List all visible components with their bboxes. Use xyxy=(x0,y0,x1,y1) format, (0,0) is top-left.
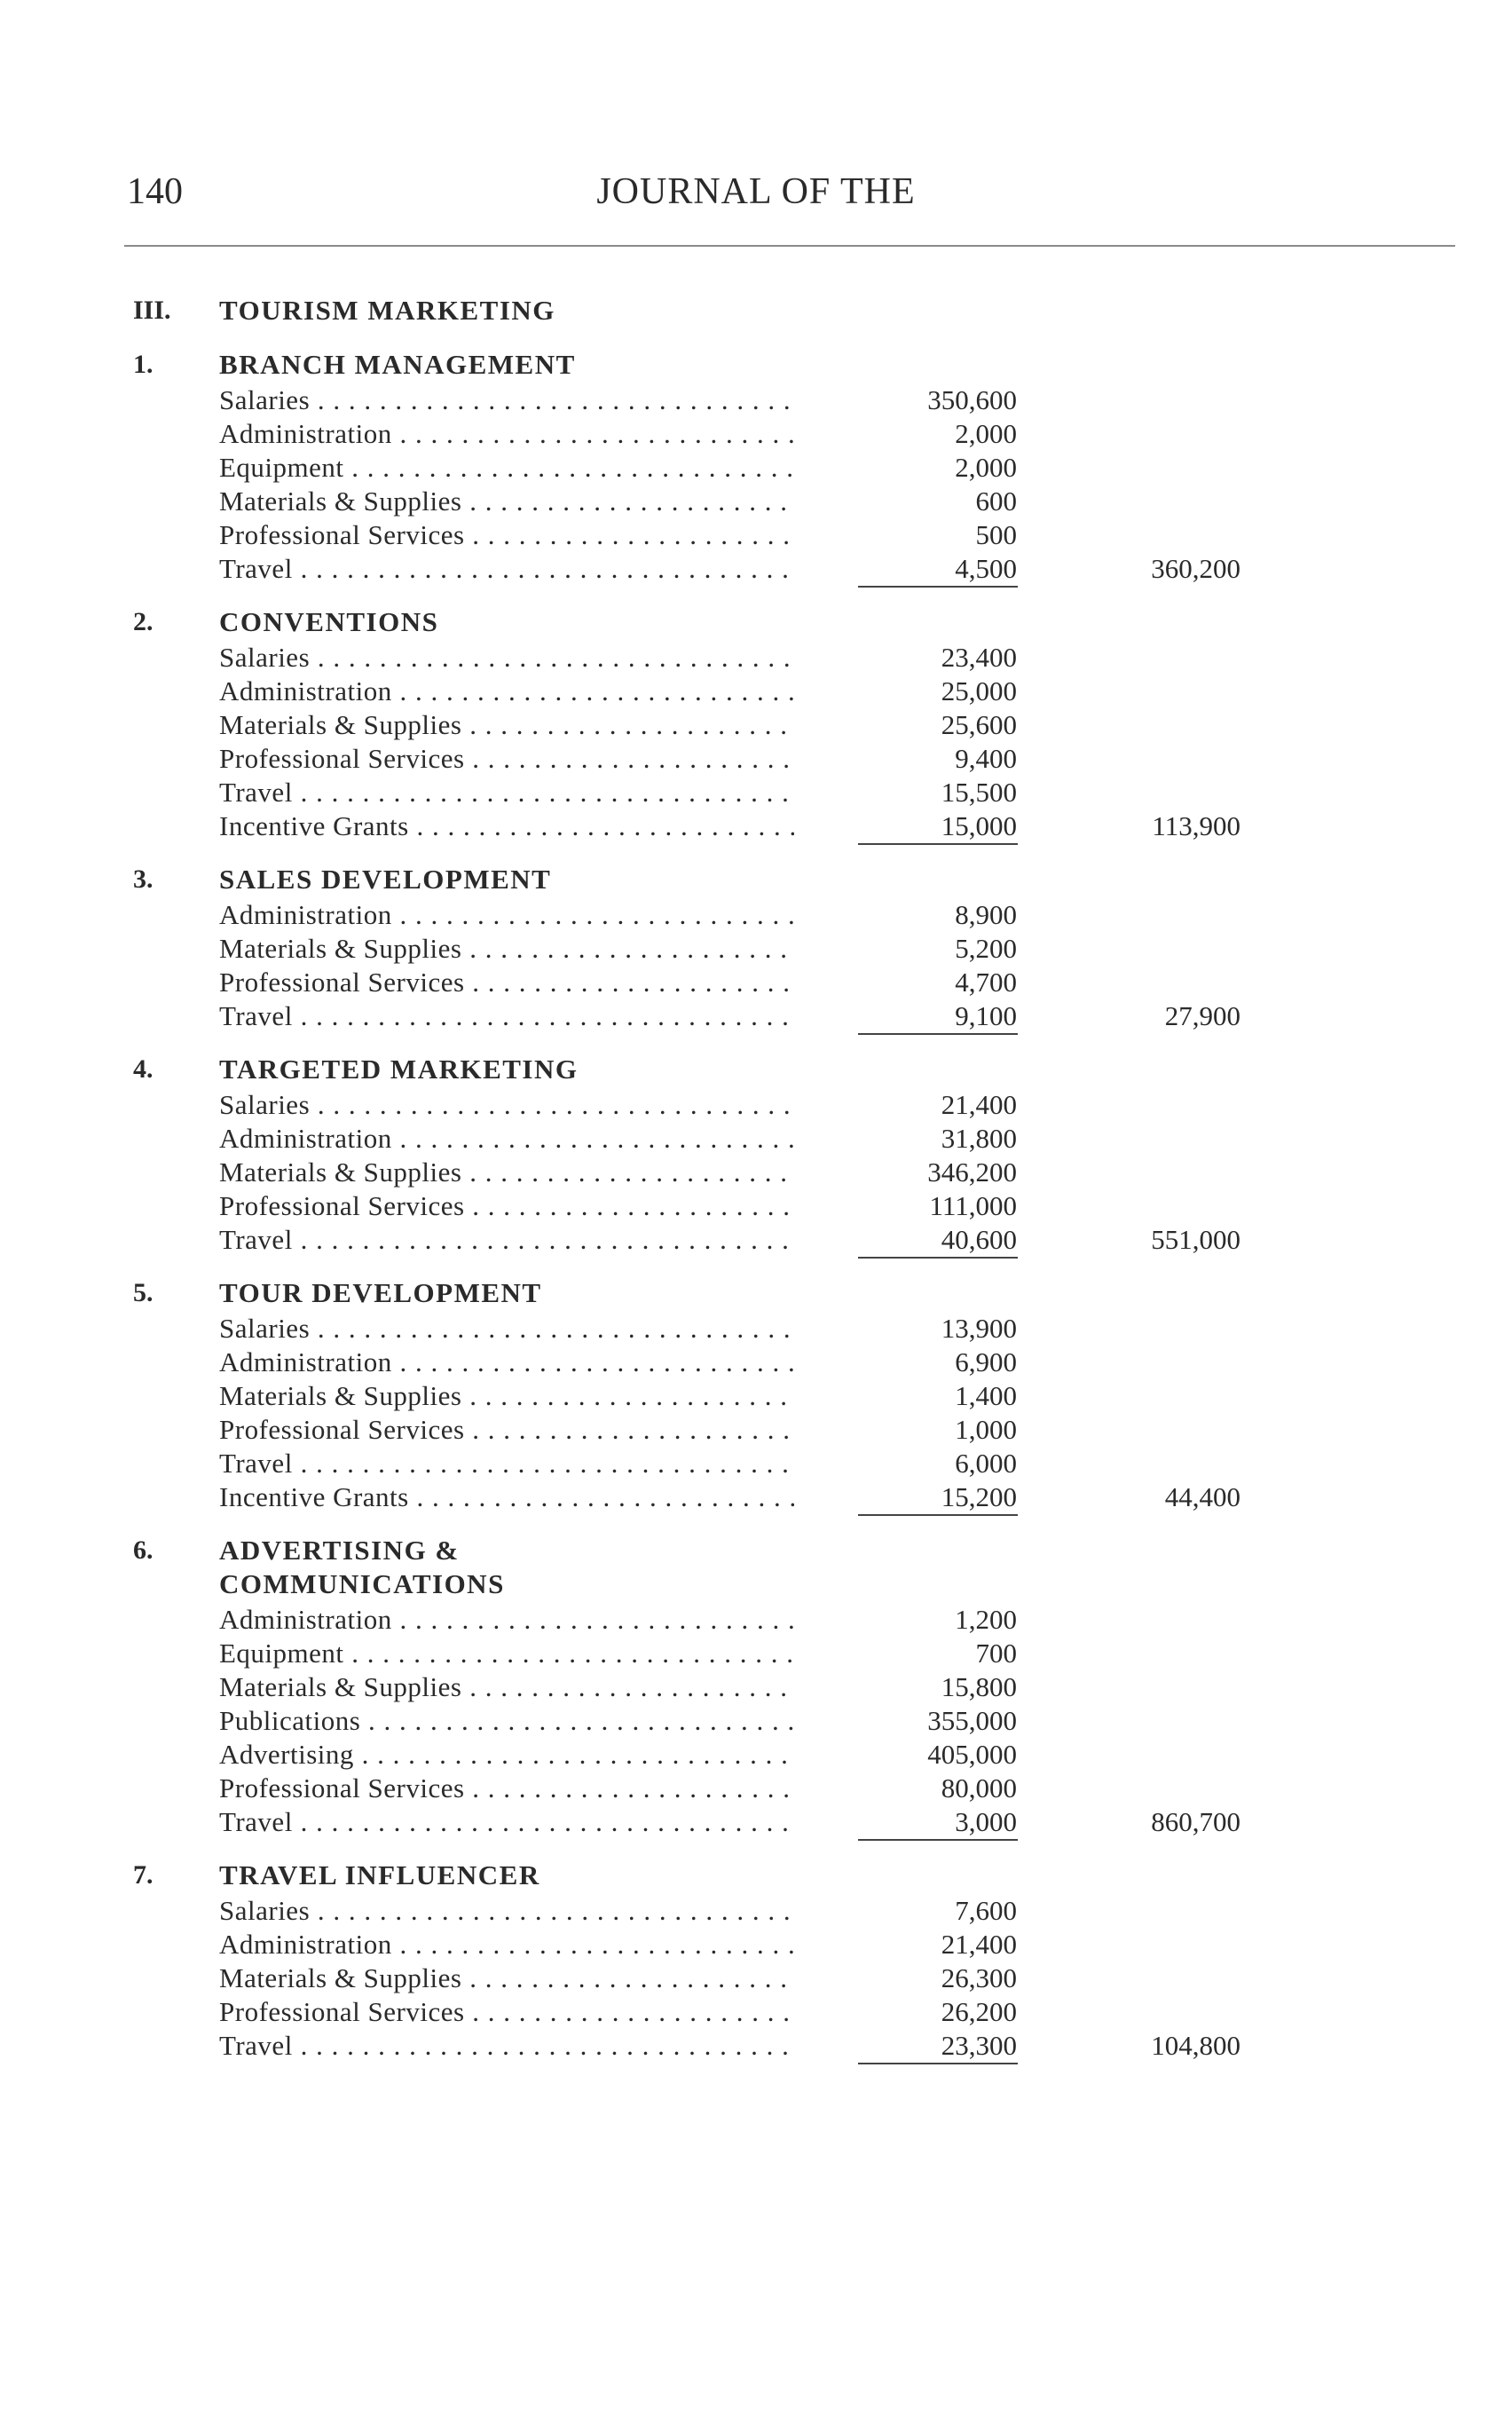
line-item xyxy=(0,2029,1512,2063)
part-heading xyxy=(0,293,1512,328)
section-number: 4. xyxy=(133,1054,154,1084)
line-item-amount: 15,000 xyxy=(941,810,1017,841)
line-item-amount: 405,000 xyxy=(927,1739,1017,1770)
line-item-label: Professional Services . . . xyxy=(219,1413,794,1447)
line-item-label: Travel . . . xyxy=(219,1447,794,1480)
line-item-label: Administration . . . xyxy=(219,1122,794,1156)
line-item-label: Materials & Supplies . . . xyxy=(219,1961,794,1995)
line-item-label: Professional Services . . . xyxy=(219,742,794,776)
line-item xyxy=(0,1346,1512,1379)
line-item-amount: 40,600 xyxy=(941,1224,1017,1255)
line-item xyxy=(0,1189,1512,1223)
section-heading xyxy=(0,348,1512,382)
line-item-amount: 23,400 xyxy=(941,642,1017,673)
line-item-label: Administration . . . xyxy=(219,1603,794,1637)
line-item xyxy=(0,552,1512,586)
line-item-amount: 25,000 xyxy=(941,675,1017,706)
section-title: TRAVEL INFLUENCER xyxy=(219,1859,540,1890)
subtotal-rule xyxy=(858,1257,1018,1259)
line-item xyxy=(0,1704,1512,1738)
line-item xyxy=(0,451,1512,485)
section-heading xyxy=(0,605,1512,639)
sections-list xyxy=(0,348,1512,2063)
budget-section xyxy=(0,1053,1512,1257)
line-item-label: Travel . . . xyxy=(219,999,794,1033)
line-item-label: Materials & Supplies . . . xyxy=(219,1670,794,1704)
line-item-amount: 1,200 xyxy=(955,1604,1017,1635)
line-item xyxy=(0,1894,1512,1928)
line-item xyxy=(0,1738,1512,1772)
line-item-amount: 23,300 xyxy=(941,2030,1017,2061)
page-number: 140 xyxy=(127,171,183,212)
section-total: 551,000 xyxy=(1151,1224,1240,1255)
line-item xyxy=(0,675,1512,708)
subtotal-rule xyxy=(858,843,1018,845)
line-item-label: Materials & Supplies . . . xyxy=(219,1156,794,1189)
line-item-label: Administration . . . xyxy=(219,417,794,451)
line-item xyxy=(0,1603,1512,1637)
part-number: III. xyxy=(133,296,171,325)
line-item-amount: 111,000 xyxy=(929,1190,1017,1221)
line-item-label: Administration . . . xyxy=(219,898,794,932)
section-total: 360,200 xyxy=(1151,553,1240,584)
section-title: SALES DEVELOPMENT xyxy=(219,864,552,895)
subtotal-rule xyxy=(858,1033,1018,1035)
section-title: BRANCH MANAGEMENT xyxy=(219,349,576,380)
line-item xyxy=(0,1088,1512,1122)
section-total: 860,700 xyxy=(1151,1806,1240,1837)
header-rule xyxy=(124,245,1455,247)
line-item-label: Salaries . . . xyxy=(219,1894,794,1928)
line-item-label: Materials & Supplies . . . xyxy=(219,708,794,742)
line-item xyxy=(0,1637,1512,1670)
line-item-label: Equipment . . . xyxy=(219,1637,794,1670)
line-item-amount: 346,200 xyxy=(927,1156,1017,1188)
line-item-amount: 5,200 xyxy=(955,933,1017,964)
line-item-label: Materials & Supplies . . . xyxy=(219,1379,794,1413)
line-item-amount: 15,800 xyxy=(941,1671,1017,1702)
line-item-label: Salaries . . . xyxy=(219,1088,794,1122)
budget-section xyxy=(0,348,1512,586)
line-item-label: Professional Services . . . xyxy=(219,1189,794,1223)
line-item xyxy=(0,1961,1512,1995)
line-item-label: Professional Services . . . xyxy=(219,518,794,552)
line-item-amount: 4,700 xyxy=(955,967,1017,998)
line-item-amount: 350,600 xyxy=(927,384,1017,415)
budget-section xyxy=(0,605,1512,843)
section-total: 44,400 xyxy=(1164,1481,1240,1512)
line-item xyxy=(0,776,1512,809)
line-item xyxy=(0,383,1512,417)
line-item-label: Incentive Grants . . . xyxy=(219,1480,794,1514)
budget-section xyxy=(0,1534,1512,1839)
line-item-label: Administration . . . xyxy=(219,1928,794,1961)
line-item xyxy=(0,641,1512,675)
line-item-label: Publications . . . xyxy=(219,1704,794,1738)
budget-section xyxy=(0,1859,1512,2063)
line-item xyxy=(0,809,1512,843)
section-number: 3. xyxy=(133,864,154,894)
subtotal-rule xyxy=(858,586,1018,588)
line-item-amount: 2,000 xyxy=(955,452,1017,483)
line-item-label: Professional Services . . . xyxy=(219,1995,794,2029)
line-item-amount: 3,000 xyxy=(955,1806,1017,1837)
line-item-label: Administration . . . xyxy=(219,1346,794,1379)
line-item-amount: 80,000 xyxy=(941,1772,1017,1803)
line-item xyxy=(0,966,1512,999)
line-item-amount: 31,800 xyxy=(941,1123,1017,1154)
line-item-amount: 1,000 xyxy=(955,1414,1017,1445)
line-item-label: Equipment . . . xyxy=(219,451,794,485)
line-item-amount: 8,900 xyxy=(955,899,1017,930)
line-item-amount: 6,900 xyxy=(955,1346,1017,1377)
section-title: TARGETED MARKETING xyxy=(219,1054,579,1085)
appropriations-content xyxy=(0,293,1512,2082)
line-item-amount: 9,100 xyxy=(955,1000,1017,1031)
section-number: 5. xyxy=(133,1278,154,1307)
line-item-amount: 7,600 xyxy=(955,1895,1017,1926)
line-item-amount: 1,400 xyxy=(955,1380,1017,1411)
line-item xyxy=(0,1312,1512,1346)
running-head-title: JOURNAL OF THE xyxy=(596,171,916,212)
line-item-amount: 21,400 xyxy=(941,1929,1017,1960)
line-item-label: Salaries . . . xyxy=(219,1312,794,1346)
section-total: 113,900 xyxy=(1152,810,1240,841)
line-item-amount: 26,300 xyxy=(941,1962,1017,1993)
line-item xyxy=(0,999,1512,1033)
line-item xyxy=(0,417,1512,451)
line-item-label: Travel . . . xyxy=(219,1805,794,1839)
section-heading xyxy=(0,1276,1512,1310)
line-item-amount: 700 xyxy=(975,1638,1017,1669)
line-item xyxy=(0,1379,1512,1413)
line-item xyxy=(0,932,1512,966)
line-item xyxy=(0,1413,1512,1447)
subtotal-rule xyxy=(858,2063,1018,2064)
section-total: 27,900 xyxy=(1164,1000,1240,1031)
line-item xyxy=(0,485,1512,518)
line-item-amount: 9,400 xyxy=(955,743,1017,774)
line-item-label: Travel . . . xyxy=(219,2029,794,2063)
line-item-amount: 15,200 xyxy=(941,1481,1017,1512)
line-item-amount: 6,000 xyxy=(955,1448,1017,1479)
line-item-amount: 600 xyxy=(975,485,1017,517)
line-item-label: Advertising . . . xyxy=(219,1738,794,1772)
line-item-amount: 26,200 xyxy=(941,1996,1017,2027)
line-item xyxy=(0,1805,1512,1839)
section-title: ADVERTISING & COMMUNICATIONS xyxy=(219,1535,505,1599)
line-item-label: Administration . . . xyxy=(219,675,794,708)
section-number: 1. xyxy=(133,350,154,379)
line-item-label: Professional Services . . . xyxy=(219,1772,794,1805)
line-item-label: Travel . . . xyxy=(219,776,794,809)
line-item-amount: 15,500 xyxy=(941,777,1017,808)
section-heading xyxy=(0,1859,1512,1892)
line-item-label: Materials & Supplies . . . xyxy=(219,485,794,518)
line-item xyxy=(0,518,1512,552)
line-item xyxy=(0,708,1512,742)
line-item xyxy=(0,1772,1512,1805)
line-item-label: Incentive Grants . . . xyxy=(219,809,794,843)
line-item-label: Salaries . . . xyxy=(219,383,794,417)
line-item-amount: 355,000 xyxy=(927,1705,1017,1736)
section-number: 7. xyxy=(133,1860,154,1890)
line-item xyxy=(0,1223,1512,1257)
line-item-amount: 500 xyxy=(975,519,1017,550)
line-item-amount: 13,900 xyxy=(941,1313,1017,1344)
part-title: TOURISM MARKETING xyxy=(219,295,555,326)
section-number: 6. xyxy=(133,1535,154,1565)
line-item xyxy=(0,742,1512,776)
section-title: CONVENTIONS xyxy=(219,606,439,637)
line-item-label: Salaries . . . xyxy=(219,641,794,675)
section-title: TOUR DEVELOPMENT xyxy=(219,1277,542,1308)
line-item xyxy=(0,1122,1512,1156)
budget-section xyxy=(0,863,1512,1033)
section-heading xyxy=(0,1534,1512,1601)
line-item xyxy=(0,1480,1512,1514)
line-item xyxy=(0,1995,1512,2029)
line-item-amount: 2,000 xyxy=(955,418,1017,449)
line-item-label: Materials & Supplies . . . xyxy=(219,932,794,966)
line-item-amount: 4,500 xyxy=(955,553,1017,584)
line-item xyxy=(0,1670,1512,1704)
line-item xyxy=(0,1928,1512,1961)
line-item-label: Travel . . . xyxy=(219,1223,794,1257)
line-item-label: Travel . . . xyxy=(219,552,794,586)
line-item-label: Professional Services . . . xyxy=(219,966,794,999)
line-item-amount: 25,600 xyxy=(941,709,1017,740)
subtotal-rule xyxy=(858,1839,1018,1841)
line-item xyxy=(0,1447,1512,1480)
section-heading xyxy=(0,1053,1512,1086)
line-item-amount: 21,400 xyxy=(941,1089,1017,1120)
section-total: 104,800 xyxy=(1151,2030,1240,2061)
line-item xyxy=(0,898,1512,932)
line-item xyxy=(0,1156,1512,1189)
subtotal-rule xyxy=(858,1514,1018,1516)
section-number: 2. xyxy=(133,607,154,636)
section-heading xyxy=(0,863,1512,896)
budget-section xyxy=(0,1276,1512,1514)
